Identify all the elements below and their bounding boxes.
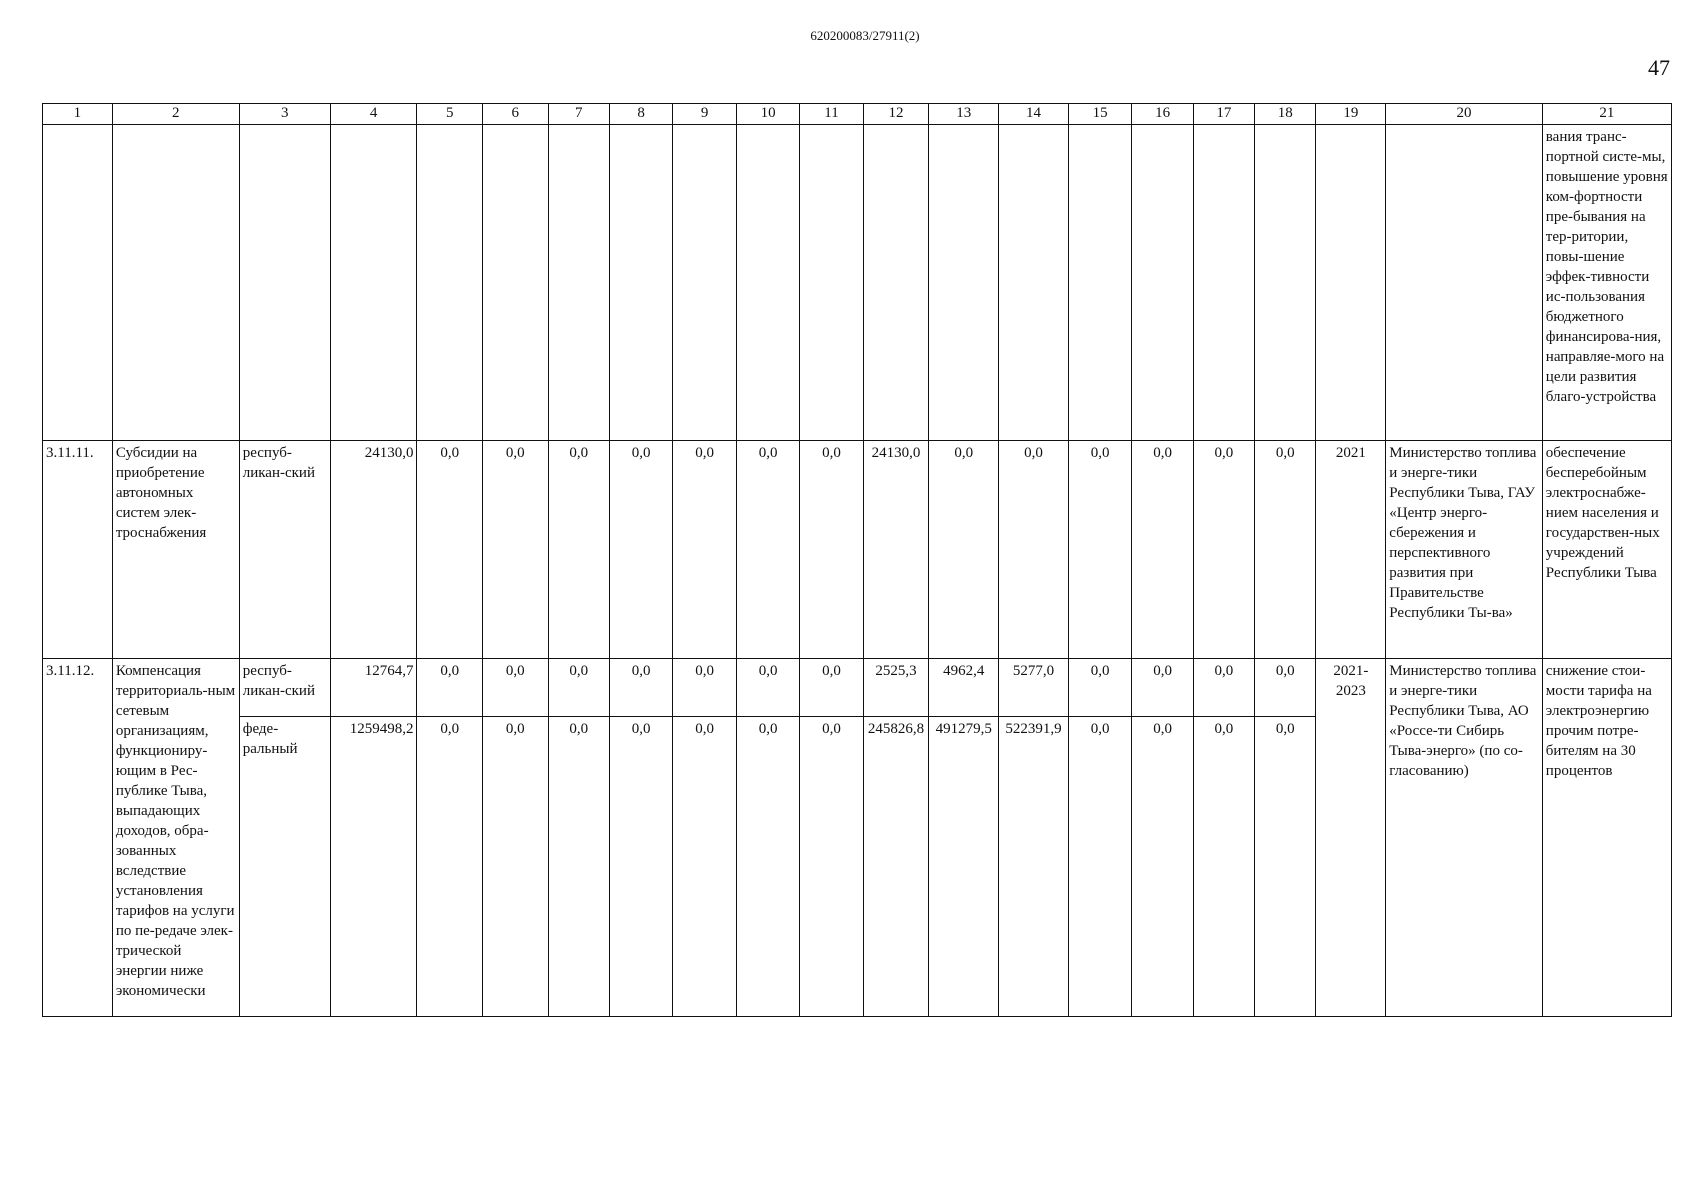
total-value: 1259498,2 [330,717,417,1017]
measure-name: Компенсация территориаль-ным сетевым организациям, функциониру-ющим в Рес-публике Тыва, выпадающих доходов, обра-зованных вследствие установления тарифов на услуги по пе-редаче элек-трической энергии ниже экономически [112,659,239,1017]
value-cell: 0,0 [800,441,863,659]
value-cell: 0,0 [1193,441,1254,659]
value-cell: 0,0 [1132,717,1193,1017]
value-cell: 24130,0 [863,441,929,659]
value-cell: 0,0 [999,441,1069,659]
col-header: 9 [673,104,736,125]
value-cell: 0,0 [673,441,736,659]
col-header: 18 [1255,104,1316,125]
value-cell: 0,0 [673,659,736,717]
value-cell: 0,0 [609,441,672,659]
col-header: 6 [483,104,549,125]
result-cell: обеспечение бесперебойным электроснабже-нием населения и государствен-ных учреждений Республики Тыва [1542,441,1671,659]
value-cell: 0,0 [417,717,483,1017]
value-cell: 0,0 [800,717,863,1017]
value-cell: 0,0 [929,441,999,659]
value-cell: 0,0 [736,659,799,717]
table-row [43,441,1672,659]
total-value: 24130,0 [330,441,417,659]
col-header: 20 [1386,104,1543,125]
col-header: 13 [929,104,999,125]
col-header: 11 [800,104,863,125]
value-cell: 0,0 [673,717,736,1017]
column-number-row [43,104,1672,125]
col-header: 7 [548,104,609,125]
value-cell: 0,0 [1068,659,1131,717]
table-row [43,659,1672,717]
value-cell: 2525,3 [863,659,929,717]
executor-cell: Министерство топлива и энерге-тики Республики Тыва, ГАУ «Центр энерго-сбережения и перспективного развития при Правительстве Республики Ты-ва» [1386,441,1543,659]
col-header: 19 [1316,104,1386,125]
value-cell: 0,0 [1193,717,1254,1017]
value-cell: 0,0 [1068,441,1131,659]
col-header: 14 [999,104,1069,125]
year-cell: 2021-2023 [1316,659,1386,1017]
value-cell: 0,0 [1255,441,1316,659]
col-header: 5 [417,104,483,125]
total-value: 12764,7 [330,659,417,717]
value-cell: 0,0 [483,717,549,1017]
col-header: 8 [609,104,672,125]
col-header: 4 [330,104,417,125]
budget-type: респуб-ликан-ский [239,659,330,717]
value-cell: 0,0 [1132,441,1193,659]
executor-cell: Министерство топлива и энерге-тики Республики Тыва, АО «Россе-ти Сибирь Тыва-энерго» (по со-гласованию) [1386,659,1543,1017]
col-header: 12 [863,104,929,125]
document-id: 620200083/27911(2) [810,28,920,43]
value-cell: 0,0 [483,441,549,659]
row-number: 3.11.11. [43,441,113,659]
value-cell: 0,0 [417,659,483,717]
value-cell: 0,0 [800,659,863,717]
row-number: 3.11.12. [43,659,113,1017]
value-cell: 0,0 [736,717,799,1017]
value-cell: 0,0 [609,717,672,1017]
col-header: 1 [43,104,113,125]
value-cell: 0,0 [736,441,799,659]
year-cell: 2021 [1316,441,1386,659]
value-cell: 4962,4 [929,659,999,717]
value-cell: 0,0 [609,659,672,717]
col-header: 15 [1068,104,1131,125]
value-cell: 0,0 [1255,659,1316,717]
value-cell: 0,0 [1068,717,1131,1017]
value-cell: 0,0 [548,659,609,717]
continuation-result-cell: вания транс-портной систе-мы, повышение уровня ком-фортности пре-бывания на тер-ритории, повы-шение эффек-тивности ис-пользования бюджетного финансирова-ния, направляе-мого на цели развития благо-устройства [1542,125,1671,441]
col-header: 2 [112,104,239,125]
result-cell: снижение стои-мости тарифа на электроэнергию прочим потре-бителям на 30 процентов [1542,659,1671,1017]
value-cell: 5277,0 [999,659,1069,717]
col-header: 21 [1542,104,1671,125]
col-header: 17 [1193,104,1254,125]
value-cell: 0,0 [1132,659,1193,717]
col-header: 10 [736,104,799,125]
value-cell: 0,0 [548,717,609,1017]
value-cell: 0,0 [417,441,483,659]
program-table [42,103,1672,1017]
continuation-row [43,125,1672,441]
page-number: 47 [1648,55,1670,80]
value-cell: 0,0 [1193,659,1254,717]
value-cell: 0,0 [548,441,609,659]
value-cell: 0,0 [1255,717,1316,1017]
value-cell: 491279,5 [929,717,999,1017]
value-cell: 522391,9 [999,717,1069,1017]
col-header: 16 [1132,104,1193,125]
budget-type: респуб-ликан-ский [239,441,330,659]
measure-name: Субсидии на приобретение автономных систем элек-троснабжения [112,441,239,659]
value-cell: 245826,8 [863,717,929,1017]
col-header: 3 [239,104,330,125]
budget-type: феде-ральный [239,717,330,1017]
value-cell: 0,0 [483,659,549,717]
